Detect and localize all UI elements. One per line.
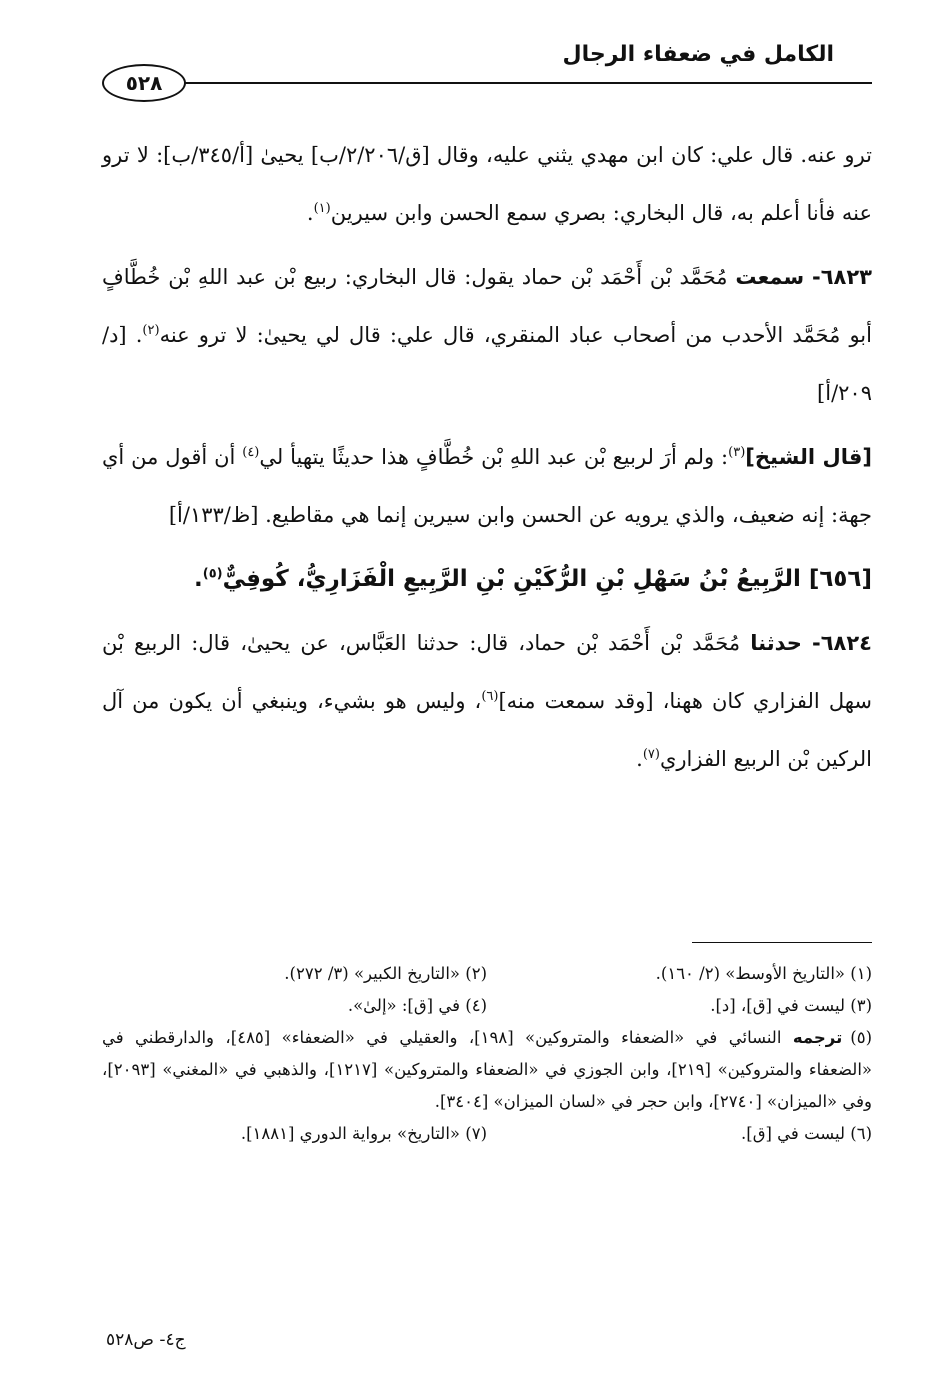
running-header-title: الكامل في ضعفاء الرجال — [562, 42, 834, 67]
paragraph-1-end: . — [306, 201, 314, 225]
footnote-rule — [692, 942, 872, 943]
footnote-1: (١) «التاريخ الأوسط» (٢/ ١٦٠). — [655, 964, 872, 983]
footnote-2: (٢) «التاريخ الكبير» (٣/ ٢٧٢). — [284, 964, 487, 983]
footnotes — [102, 958, 872, 1150]
paragraph-6824-text-1: مُحَمَّد بْن أَحْمَد بْن حماد، قال: حدثنا العَبَّاس، عن يحيىٰ، قال: الربيع بْن سهل الفزاري كان ههنا، [وقد سمعت منه] — [102, 631, 872, 713]
paragraph-6824-text-2: ، وليس هو بشيء، وينبغي أن يكون من آل الركين بْن الربيع الفزاري — [102, 689, 872, 771]
footnote-row-6-7 — [102, 1118, 872, 1150]
paragraph-1-text: ترو عنه. قال علي: كان ابن مهدي يثني عليه، وقال [ق/٢/٢٠٦/ب] يحيىٰ [أ/٣٤٥/ب]: لا ترو عنه فأنا أعلم به، قال البخاري: بصري سمع الحسن وابن سيرين — [102, 143, 873, 225]
paragraph-1 — [102, 126, 872, 242]
footnote-3: (٣) ليست في [ق]، [د]. — [710, 996, 872, 1015]
paragraph-sheikh — [102, 428, 872, 544]
footnote-ref-2: (٢) — [142, 323, 160, 338]
main-text — [102, 126, 872, 794]
paragraph-6824-end: . — [636, 747, 643, 771]
paragraph-6823-end: . [د/٢٠٩/أ] — [102, 323, 872, 405]
footnote-row-3-4 — [102, 990, 872, 1022]
footnote-ref-3: (٣) — [728, 445, 746, 460]
paragraph-6823 — [102, 248, 872, 422]
hadith-number-6824: ٦٨٢٤- — [811, 631, 872, 655]
entry-heading-text: [٦٥٦] الرَّبِيعُ بْنُ سَهْلِ بْنِ الرُّكَيْنِ بْنِ الرَّبِيعِ الْفَزَارِيُّ، كُوفِيٌّ — [222, 566, 872, 592]
page-number-badge: ٥٢٨ — [102, 64, 186, 102]
footnote-ref-7: (٧) — [642, 747, 660, 762]
page-footer: ج٤- ص٥٢٨ — [106, 1330, 186, 1350]
entry-heading-656 — [102, 550, 872, 608]
paragraph-6823-lead: سمعت — [735, 265, 805, 289]
paragraph-sheikh-lead: [قال الشيخ] — [745, 445, 872, 469]
paragraph-6824 — [102, 614, 872, 788]
footnote-5-text: النسائي في «الضعفاء والمتروكين» [١٩٨]، والعقيلي في «الضعفاء» [٤٨٥]، والدارقطني في «الضعفاء والمتروكين» [٢١٩]، وابن الجوزي في «الضعفاء والمتروكين» [١٢١٧]، والذهبي في «المغني» [٢٠٩٣]، وفي «الميزان» [٢٧٤٠]، وابن حجر في «لسان الميزان» [٣٤٠٤]. — [102, 1028, 873, 1111]
paragraph-sheikh-text-2: أن أقول من أي جهة: إنه ضعيف، والذي يرويه عن الحسن وابن سيرين إنما هي مقاطيع. [ظ/١٣٣/أ] — [102, 445, 872, 527]
footnote-4: (٤) في [ق]: «إلىٰ». — [347, 996, 487, 1015]
footnote-row-1-2 — [102, 958, 872, 990]
footnote-ref-5: (٥) — [202, 566, 223, 582]
footnote-ref-4: (٤) — [242, 445, 260, 460]
paragraph-sheikh-text-1: : ولم أرَ لربيع بْن عبد اللهِ بْن خُطَّافٍ هذا حديثًا يتهيأ لي — [259, 445, 729, 469]
footnote-5-lead: ترجمه — [792, 1028, 843, 1047]
footnote-5 — [102, 1022, 872, 1118]
footnote-ref-6: (٦) — [481, 689, 499, 704]
paragraph-6823-text: مُحَمَّد بْن أَحْمَد بْن حماد يقول: قال البخاري: ربيع بْن عبد اللهِ بْن خُطَّافٍ أبو مُحَمَّد الأحدب من أصحاب عباد المنقري، قال علي: قال لي يحيىٰ: لا ترو عنه — [102, 265, 872, 347]
footnote-7: (٧) «التاريخ» برواية الدوري [١٨٨١]. — [240, 1124, 487, 1143]
footnote-ref-1: (١) — [313, 201, 331, 216]
header-rule — [104, 82, 872, 84]
footnote-5-number: (٥) — [850, 1028, 873, 1047]
hadith-number-6823: ٦٨٢٣- — [812, 265, 872, 289]
footnote-6: (٦) ليست في [ق]. — [741, 1124, 872, 1143]
paragraph-6824-lead: حدثنا — [750, 631, 802, 655]
entry-heading-end: . — [193, 566, 203, 592]
